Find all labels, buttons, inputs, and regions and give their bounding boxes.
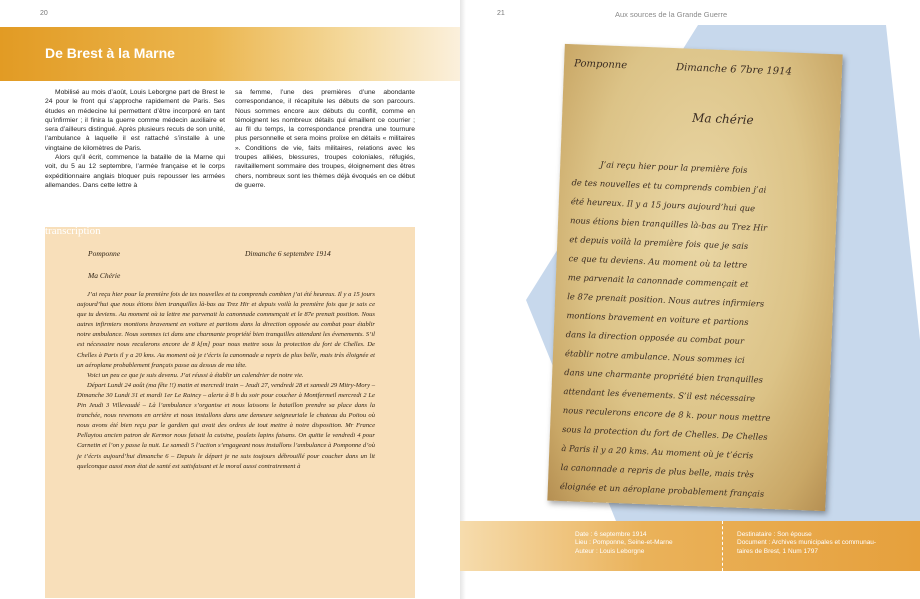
transcription-paragraph: Voici un peu ce que je suis devenu. J’ai réussi à établir un calendrier de notre vie.: [87, 371, 304, 379]
letter-line: ce que tu deviens. Au moment où ta lettre: [568, 253, 748, 270]
caption-left: [575, 531, 673, 556]
page-title: De Brest à la Marne: [45, 45, 175, 61]
intro-paragraph: Alors qu’il écrit, commence la bataille de la Marne qui voit, du 5 au 12 septembre, l’armée française et le corps expéditionnaire anglais bloquer puis repousser les armées allemandes. Dans cette lettre à: [45, 154, 225, 189]
letter-line: et depuis voilà la première fois que je sais: [569, 234, 749, 252]
intro-paragraph: Mobilisé au mois d’août, Louis Leborgne part de Brest le 24 pour le front qui s’approche rapidement de Paris. Ses études en médecine lui permettent d’être incorporé en tant qu’infirmier ; il finira la guerre comme médecin auxiliaire et sera d’ailleurs distingué. Après plusieurs reculs de son unité, l’ambulance à laquelle il est rattaché s’installe à une vingtaine de kilomètres de Paris.: [45, 89, 225, 152]
letter-line: montions bravement en voiture et partions: [566, 310, 749, 328]
caption-destinataire: Destinataire : Son épouse: [737, 531, 812, 538]
right-page-number: 21: [497, 10, 505, 17]
caption-auteur: Auteur : Louis Leborgne: [575, 547, 645, 555]
intro-paragraph: sa femme, l’une des premières d’une abondante correspondance, il récapitule les débuts de son parcours. Nous sommes encore aux débuts du conflit, comme en témoignent les nombreux détails qui émaillent ce courrier ; au fil du temps, la correspondance prendra une tournure plus personnelle et sera moins prolixe en détails « militaires ». Conditions de vie, faits militaires, relations avec les troupes alliées, blessures, troupes coloniales, réfugiés, ravitaillement sommaire des troupes, éloignement des êtres chers, nombreux sont les thèmes déjà évoqués en ce début de guerre.: [235, 89, 415, 189]
handwritten-letter-photo: [547, 44, 842, 511]
letter-date: Dimanche 6 7bre 1914: [675, 62, 793, 78]
transcription-salutation: Ma Chérie: [88, 271, 121, 280]
caption-document: Document : Archives municipales et communau-: [737, 539, 877, 547]
transcription-place: Pomponne: [88, 249, 121, 258]
letter-line: le 87e prenait position. Nous autres infirmiers: [566, 291, 765, 309]
caption-lieu: Lieu : Pomponne, Seine-et-Marne: [575, 539, 673, 547]
letter-line: été heureux. Il y a 15 jours aujourd’hui que: [570, 196, 756, 214]
letter-line: la canonnade a repris de plus belle, mais très: [560, 461, 755, 480]
transcription-paragraph: Départ Lundi 24 août (ma fête !!) matin et mercredi train – Jeudi 27, vendredi 28 et samedi 29 Mitry-Mory – Dimanche 30 Lundi 31 et mardi 1er Le Raincy – alerte à 8 h du soir pour coucher à Montfermeil mercredi 2 Le Pin Jeudi 3 Villevaudé – Là l’ambulance s’organise et nous laissons le bataillon prendre sa place dans la tranchée, nous revenons en arrière et nous installons dans une demeure seigneuriale le chateau du Poitou où nous avons été bien reçu par le gardien qui avait des ordres de tout mettre à notre disposition. Mr France Pellaytou ancien patron de Kermor nous faisait la cuisine, poulets lapins faisans. On quitte le vendredi 4 pour Carnetin et l’on y passe la nuit. Le samedi 5 l’action s’engageant nous installons l’ambulance à Pomponne d’où je t’écris aujourd’hui dimanche 6 – Depuis le départ je ne suis toujours débrouillé pour coucher dans un lit quelconque aussi mon état de santé est satisfaisant et le moral aussi contrairement à: [77, 381, 375, 470]
letter-salutation: Ma chérie: [691, 110, 754, 128]
caption-right: [737, 531, 876, 556]
intro-column-1: [45, 88, 225, 190]
letter-line: me parvenait la canonnade commençait et: [567, 272, 749, 290]
caption-divider: [722, 521, 723, 571]
letter-place: Pomponne: [573, 58, 628, 72]
letter-line: sous la protection du fort de Chelles. De Chelles: [561, 424, 768, 442]
letter-line: nous étions bien tranquilles là-bas au Trez Hir: [569, 215, 768, 233]
letter-line: dans une charmante propriété bien tranquilles: [564, 367, 764, 385]
letter-line: attendant les évenements. S’il est nécessaire: [563, 386, 756, 404]
letter-line: à Paris il y a 20 kms. Au moment où je t’écris: [561, 442, 754, 461]
letter-line: dans la direction opposée au combat pour: [565, 329, 745, 346]
letter-line: J’ai reçu hier pour la première fois: [600, 159, 748, 175]
transcription-date: Dimanche 6 septembre 1914: [245, 249, 331, 258]
letter-line: de tes nouvelles et tu comprends combien j’ai: [571, 177, 767, 195]
caption-document-cont: taires de Brest, 1 Num 1797: [737, 547, 818, 555]
letter-line: établir notre ambulance. Nous sommes ici: [564, 348, 745, 365]
intro-column-2: [235, 88, 415, 190]
caption-date: Date : 6 septembre 1914: [575, 531, 647, 538]
left-page-number: 20: [40, 10, 48, 17]
running-head: Aux sources de la Grande Guerre: [615, 10, 728, 19]
title-band: [0, 27, 460, 81]
transcription-paragraph: J’ai reçu hier pour la première fois de tes nouvelles et tu comprends combien j’ai été heureux. Il y a 15 jours aujourd’hui que nous étions bien tranquilles là-bas au Trez Hir et depuis voilà la première fois que je sais ce que tu deviens. Au moment où ta lettre me parvenait la canonnade commençait et le 87e prenait position. Nous autres infirmiers montions bravement en voiture et partions dans la direction opposée au combat pour établir notre ambulance. Nous sommes ici dans une charmante propriété bien tranquilles attendant les évenements. S’il est nécessaire nous reculerons encore de 8 k[m] pour nous mettre sous la protection du fort de Chelles. De Chelles à Paris il y a 20 kms. Au moment où je t’écris la canonnade a repris de plus belle, mais très éloignée et un aéroplane probablement français passe au dessus de ma tête.: [77, 291, 375, 369]
transcription-body: [77, 290, 375, 472]
transcription-label: transcription: [45, 225, 101, 237]
letter-line: nous reculerons encore de 8 k. pour nous mettre: [562, 405, 771, 423]
letter-line: éloignée et un aéroplane probablement français: [559, 480, 765, 499]
